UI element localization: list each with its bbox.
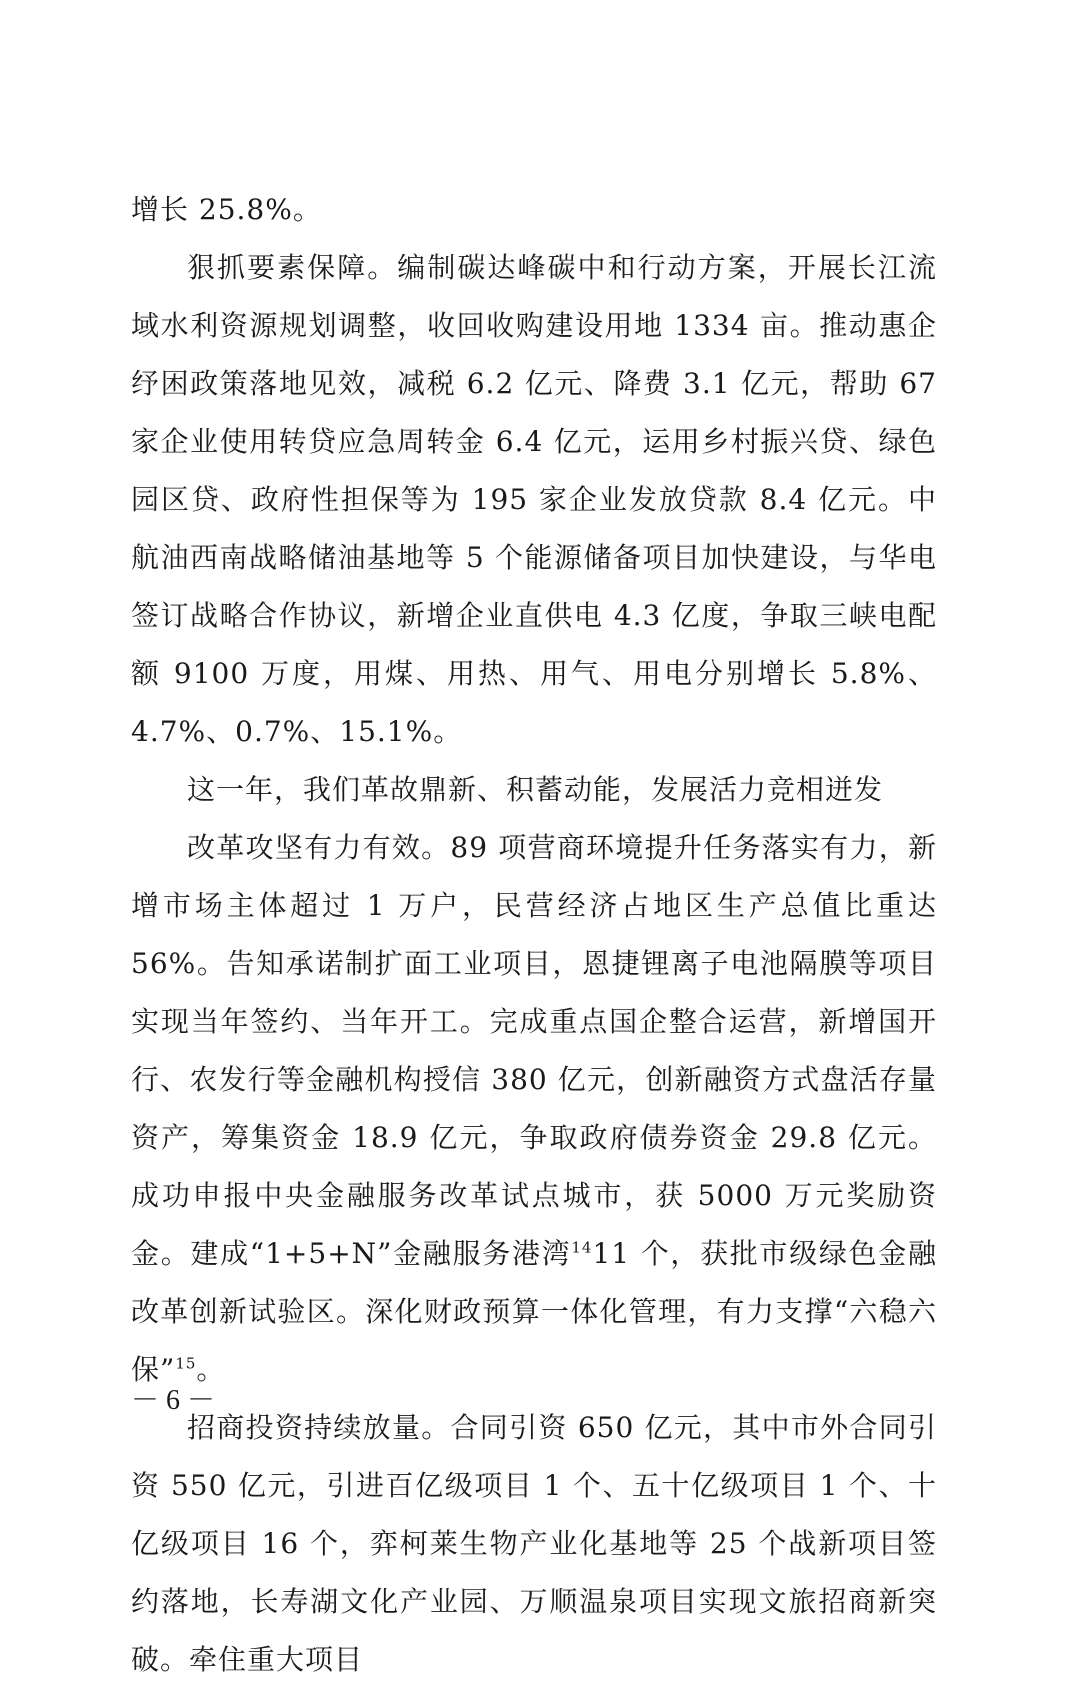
paragraph-reform bbox=[131, 819, 937, 1399]
page-number: － 6 － bbox=[131, 1385, 216, 1416]
paragraph-text: 编制碳达峰碳中和行动方案，开展长江流域水利资源规划调整，收回收购建设用地 1334 亩。推动惠企纾困政策落地见效，减税 6.2 亿元、降费 3.1 亿元，帮助 67 家企业使用转贷应急周转金 6.4 亿元，运用乡村振兴贷、绿色园区贷、政府性担保等为 195 家企业发放贷款 8.4 亿元。中航油西南战略储油基地等 5 个能源储备项目加快建设，与华电签订战略合作协议，新增企业直供电 4.3 亿度，争取三峡电配额 9100 万度，用煤、用热、用气、用电分别增长 5.8%、4.7%、0.7%、15.1%。 bbox=[131, 251, 937, 748]
document-body bbox=[131, 181, 937, 1689]
paragraph-element-guarantee bbox=[131, 239, 937, 761]
paragraph-text: 增长 25.8%。 bbox=[131, 193, 322, 226]
paragraph-investment bbox=[131, 1399, 937, 1689]
paragraph-lead: 狠抓要素保障。 bbox=[187, 251, 398, 284]
footnote-ref: 14 bbox=[571, 1238, 593, 1257]
paragraph-text: 11 个，获批市级绿色金融改革创新试验区。深化财政预算一体化管理，有力支撑“六稳六保” bbox=[131, 1237, 937, 1386]
paragraph-text: 。 bbox=[196, 1353, 226, 1386]
section-heading: 这一年，我们革故鼎新、积蓄动能，发展活力竞相迸发 bbox=[187, 773, 884, 806]
paragraph-text: 合同引资 650 亿元，其中市外合同引资 550 亿元，引进百亿级项目 1 个、五十亿级项目 1 个、十亿级项目 16 个，弈柯莱生物产业化基地等 25 个战新项目签约落地，长寿湖文化产业园、万顺温泉项目实现文旅招商新突破。牵住重大项目 bbox=[131, 1411, 937, 1676]
paragraph-continuation bbox=[131, 181, 937, 239]
paragraph-lead: 招商投资持续放量。 bbox=[187, 1411, 451, 1444]
paragraph-text: 89 项营商环境提升任务落实有力，新增市场主体超过 1 万户，民营经济占地区生产总值比重达 56%。告知承诺制扩面工业项目，恩捷锂离子电池隔膜等项目实现当年签约、当年开工。完成重点国企整合运营，新增国开行、农发行等金融机构授信 380 亿元，创新融资方式盘活存量资产，筹集资金 18.9 亿元，争取政府债券资金 29.8 亿元。成功申报中央金融服务改革试点城市，获 5000 万元奖励资金。建成“1+5+N”金融服务港湾 bbox=[131, 831, 937, 1270]
paragraph-lead: 改革攻坚有力有效。 bbox=[187, 831, 451, 864]
footnote-ref: 15 bbox=[175, 1354, 197, 1373]
